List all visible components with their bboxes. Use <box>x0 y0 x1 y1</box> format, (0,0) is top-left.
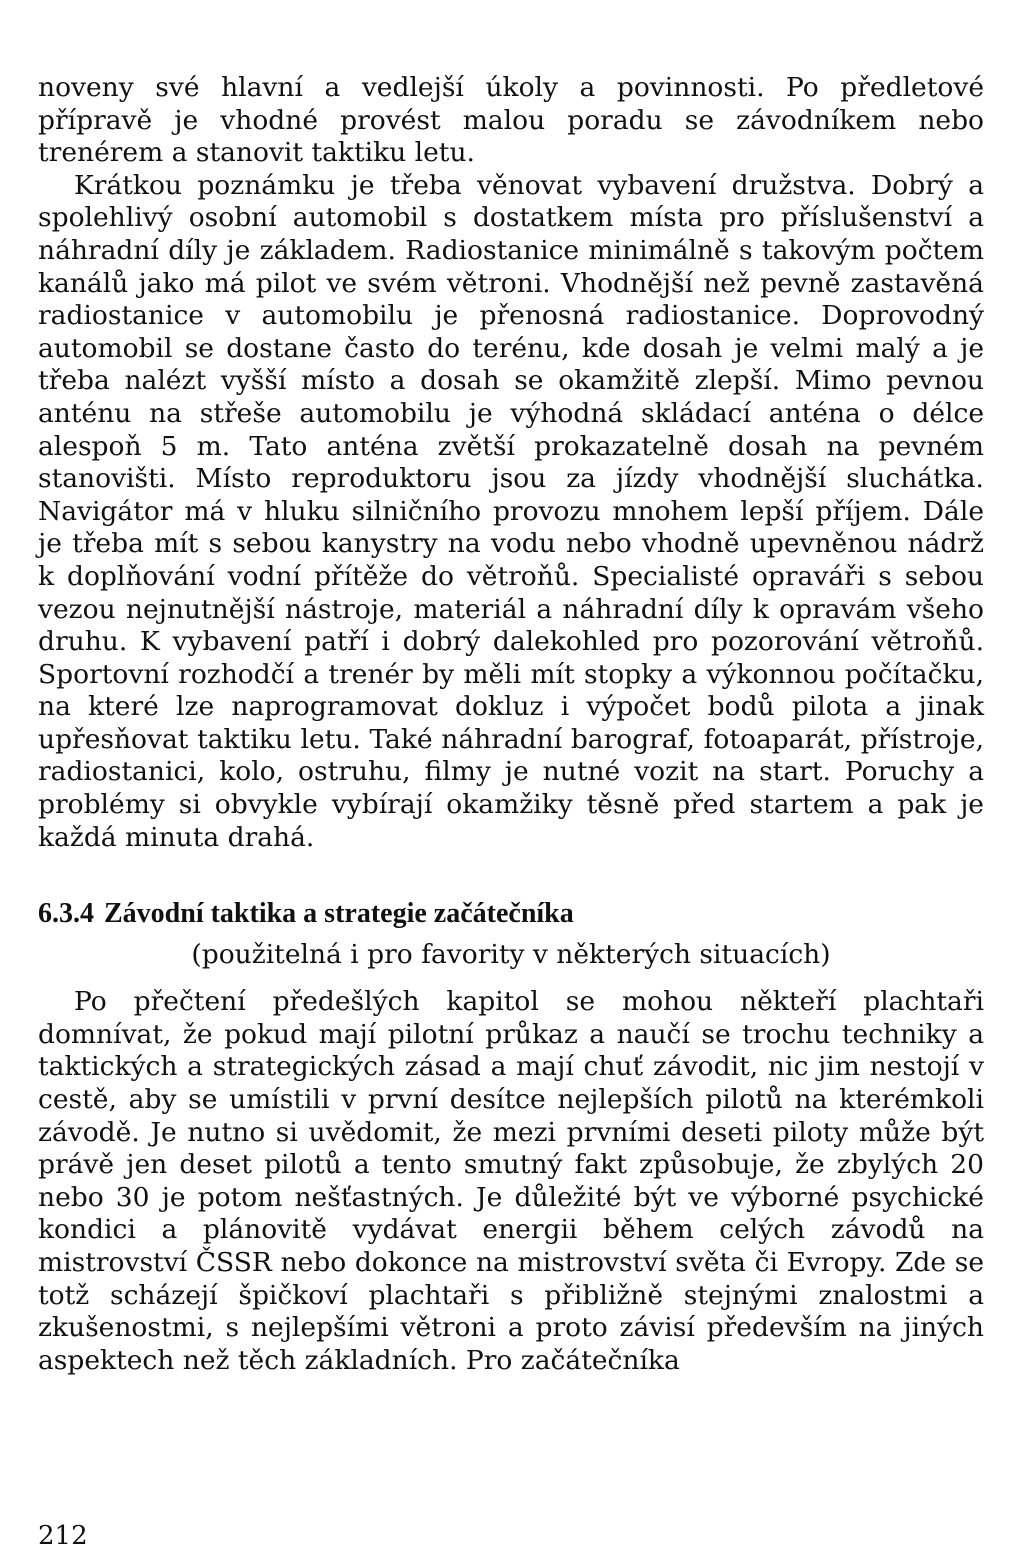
paragraph-continuation: noveny své hlavní a vedlejší úkoly a povinnosti. Po předletové přípravě je vhodné provést malou poradu se závodníkem nebo trenérem a stanovit taktiku letu. <box>38 72 984 169</box>
section-subtitle: (použitelná i pro favority v některých situacích) <box>191 939 831 971</box>
section-number: 6.3.4 <box>38 898 94 930</box>
section-title: Závodní taktika a strategie začátečníka <box>104 898 574 930</box>
book-page <box>38 72 984 1377</box>
section-heading <box>38 896 984 932</box>
paragraph-team-equipment: Krátkou poznámku je třeba věnovat vybavení družstva. Dobrý a spolehlivý osobní automobil s dostatkem místa pro příslušenství a náhradní díly je základem. Radiostanice minimálně s takovým počtem kanálů jako má pilot ve svém větroni. Vhodnější než pevně zastavěná radiostanice v automobilu je přenosná radiostanice. Doprovodný automobil se dostane často do terénu, kde dosah je velmi malý a je třeba nalézt vyšší místo a dosah se okamžitě zlepší. Mimo pevnou anténu na střeše automobilu je výhodná skládací anténa o délce alespoň 5 m. Tato anténa zvětší prokazatelně dosah na pevném stanovišti. Místo reproduktoru jsou za jízdy vhodnější sluchátka. Navigátor má v hluku silničního provozu mnohem lepší příjem. Dále je třeba mít s sebou kanystry na vodu nebo vhodně upevněnou nádrž k doplňování vodní přítěže do větroňů. Specialisté opraváři s sebou vezou nejnutnější nástroje, materiál a náhradní díly k opravám všeho druhu. K vybavení patří i dobrý dalekohled pro pozorování větroňů. Sportovní rozhodčí a trenér by měli mít stopky a výkonnou počítačku, na které lze naprogramovat dokluz i výpočet bodů pilota a jinak upřesňovat taktiku letu. Také náhradní barograf, fotoaparát, přístroje, radiostanici, kolo, ostruhu, filmy je nutné vozit na start. Poruchy a problémy si obvykle vybírají okamžiky těsně před startem a pak je každá minuta drahá. <box>38 169 984 853</box>
paragraph-beginner-tactics: Po přečtení předešlých kapitol se mohou někteří plachtaři domnívat, že pokud mají pilotní průkaz a naučí se trochu techniky a taktických a strategických zásad a mají chuť závodit, nic jim nestojí v cestě, aby se umístili v první desítce nejlepších pilotů na kterémkoli závodě. Je nutno si uvědomit, že mezi prvními deseti piloty může být právě jen deset pilotů a tento smutný fakt způsobuje, že zbylých 20 nebo 30 je potom nešťastných. Je důležité být ve výborné psychické kondici a plánovitě vydávat energii během celých závodů na mistrovství ČSSR nebo dokonce na mistrovství světa či Evropy. Zde se totž scházejí špičkoví plachtaři s přibližně stejnými znalostmi a zkušenostmi, s nejlepšími větroni a proto závisí především na jiných aspektech než těch základních. Pro začátečníka <box>38 986 984 1376</box>
page-number: 212 <box>38 1521 88 1551</box>
